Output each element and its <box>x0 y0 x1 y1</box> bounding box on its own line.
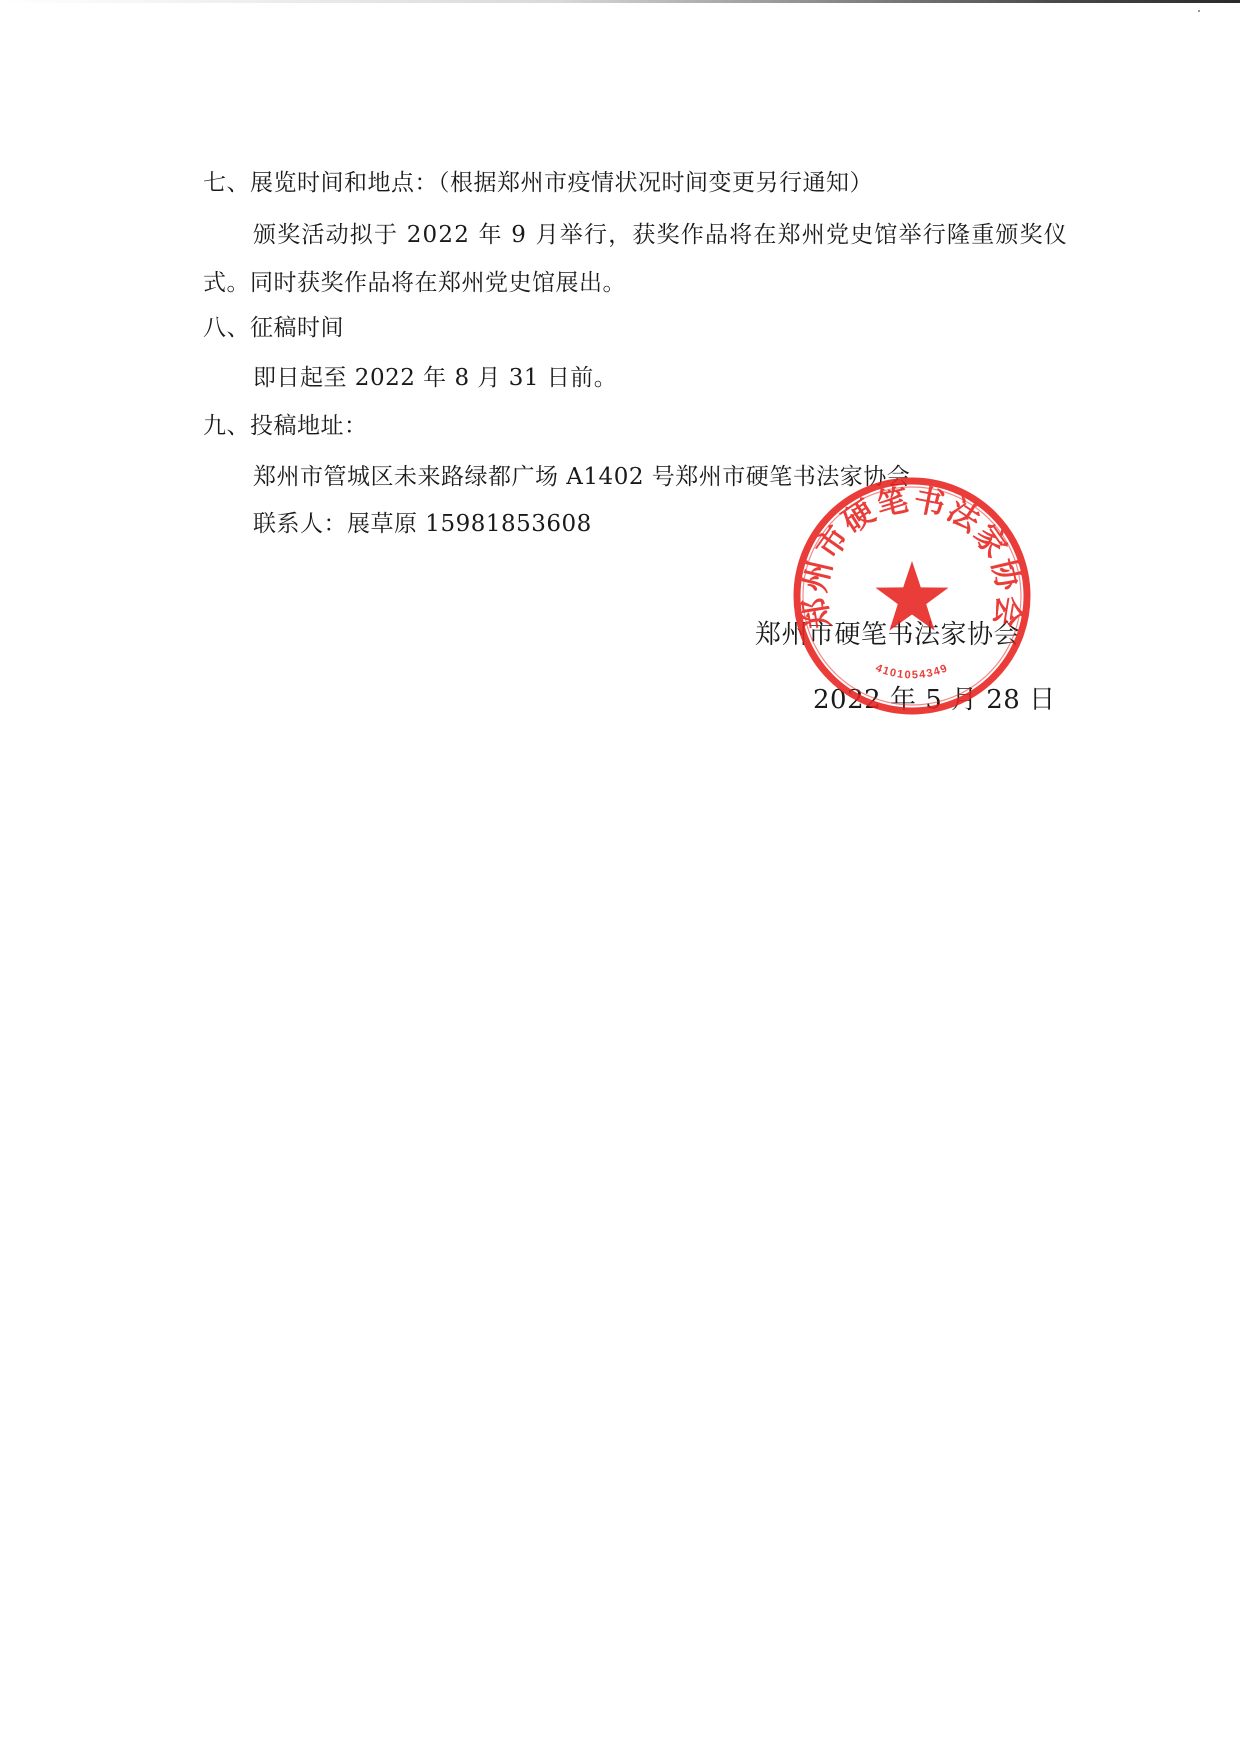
section-eight-heading: 八、征稿时间 <box>203 315 344 341</box>
svg-text:郑州市硬笔书法家协会: 郑州市硬笔书法家协会 <box>796 481 1028 632</box>
signature-organization: 郑州市硬笔书法家协会 <box>755 620 1021 650</box>
award-ceremony-paragraph-continued: 式。同时获奖作品将在郑州党史馆展出。 <box>203 270 626 296</box>
section-nine-heading: 九、投稿地址： <box>203 413 368 439</box>
scan-speck <box>1198 10 1200 12</box>
section-seven-heading: 七、展览时间和地点：（根据郑州市疫情状况时间变更另行通知） <box>203 170 873 196</box>
submission-address: 郑州市管城区未来路绿都广场 A1402 号郑州市硬笔书法家协会 <box>253 464 911 490</box>
contact-person: 联系人：展草原 15981853608 <box>253 511 592 537</box>
svg-text:4101054349: 4101054349 <box>873 662 951 682</box>
scan-edge <box>0 0 1240 3</box>
official-seal-stamp <box>792 476 1032 716</box>
award-ceremony-paragraph: 颁奖活动拟于 2022 年 9 月举行，获奖作品将在郑州党史馆举行隆重颁奖仪 <box>253 222 1069 248</box>
signature-date: 2022 年 5 月 28 日 <box>813 685 1056 715</box>
submission-deadline: 即日起至 2022 年 8 月 31 日前。 <box>253 365 618 391</box>
seal-star-icon <box>875 561 948 631</box>
